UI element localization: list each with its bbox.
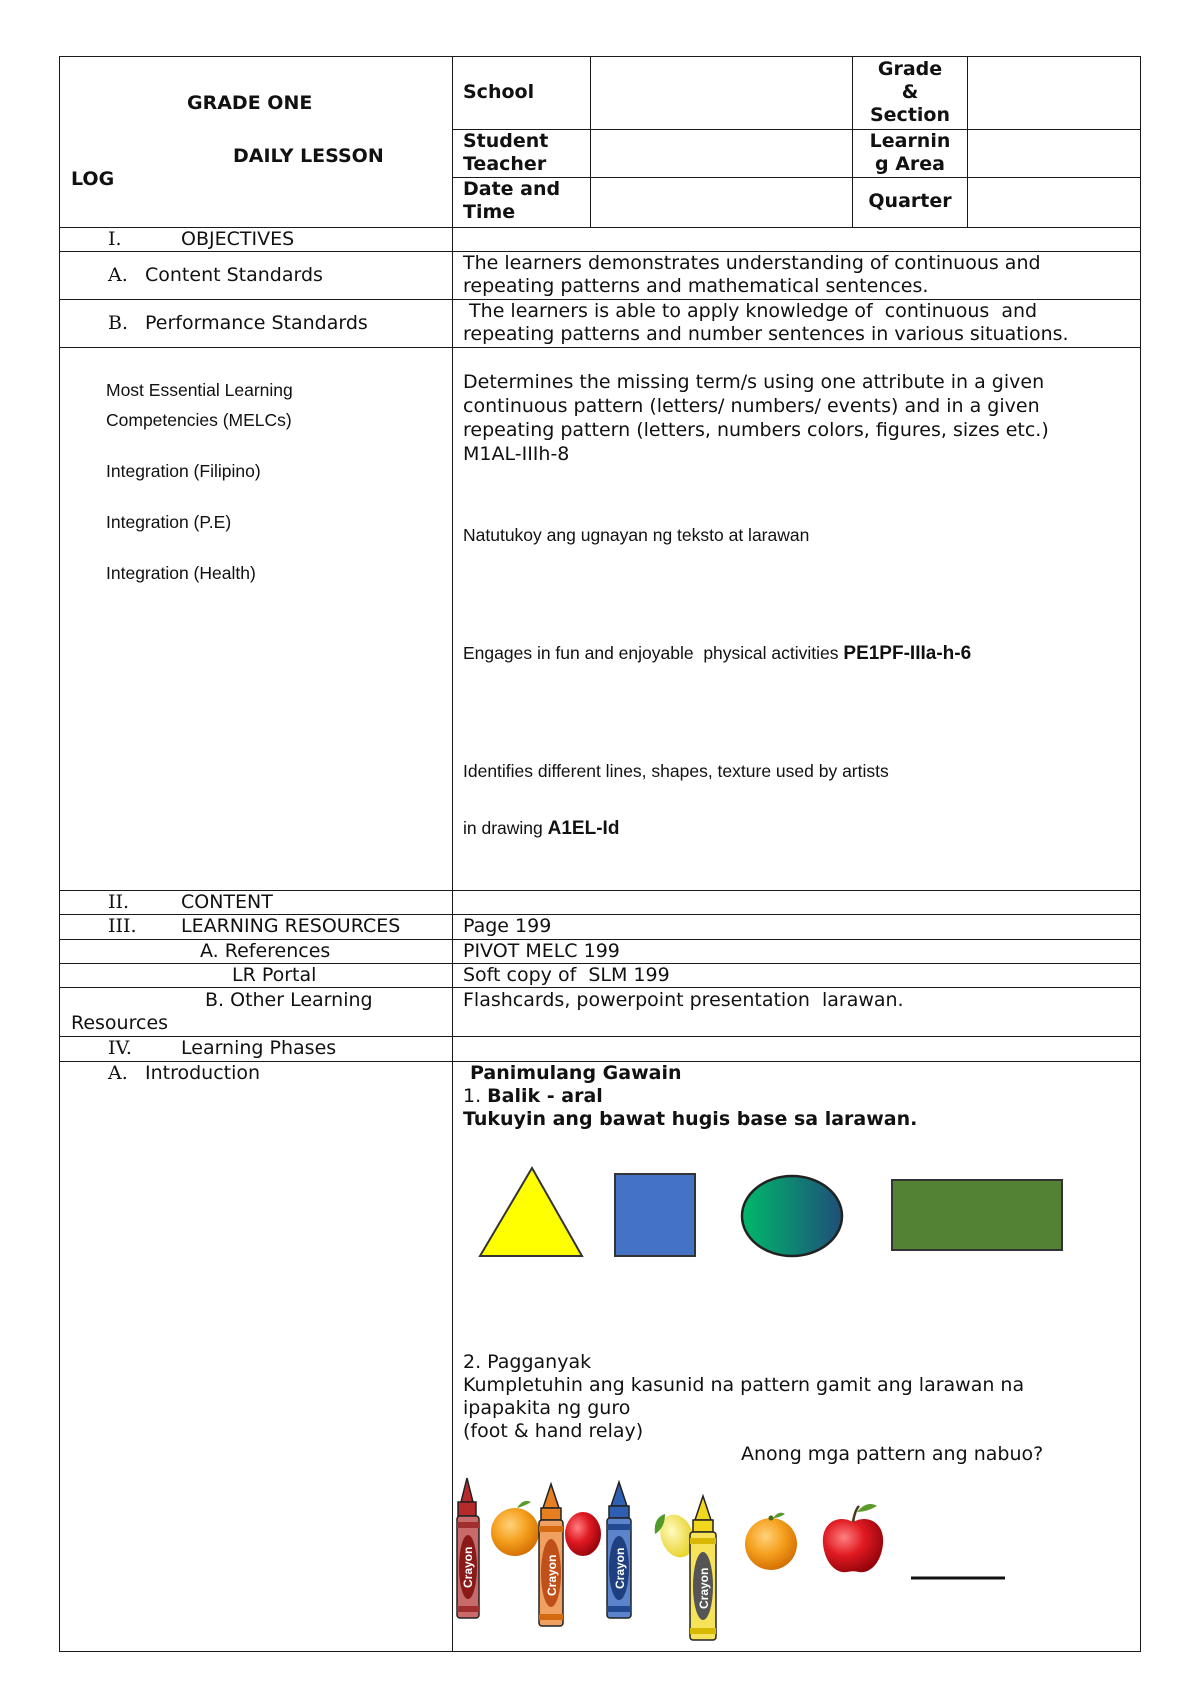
crayon-orange-icon xyxy=(539,1484,563,1626)
grade-section-label-3: Section xyxy=(869,104,950,126)
crayon-label: Crayon xyxy=(461,1546,475,1588)
table-border-top xyxy=(59,56,1141,57)
melc-code: M1AL-IIIh-8 xyxy=(463,443,570,465)
pagganyak-line-1: Kumpletuhin ang kasunid na pattern gamit ang larawan na xyxy=(463,1374,1025,1396)
rectangle-shape xyxy=(892,1180,1062,1250)
content-standards-letter: A. xyxy=(108,264,128,286)
table-border-right xyxy=(1140,56,1141,1651)
balik-aral-title: Balik - aral xyxy=(487,1085,603,1107)
title-log: LOG xyxy=(71,168,115,190)
integration-filipino-label: Integration (Filipino) xyxy=(106,461,261,481)
melc-text-3: repeating pattern (letters, numbers colors, figures, sizes etc.) xyxy=(463,419,1049,441)
shapes-illustration xyxy=(470,1160,1090,1270)
performance-standards-label: Performance Standards xyxy=(145,312,368,334)
student-teacher-label-2: Teacher xyxy=(463,153,547,175)
student-teacher-field[interactable] xyxy=(591,141,851,164)
crayon-label: Crayon xyxy=(545,1554,559,1596)
learning-area-label-1: Learnin xyxy=(869,130,951,152)
pattern-illustration xyxy=(455,1470,1015,1650)
triangle-shape xyxy=(480,1168,582,1256)
pagganyak-title: 2. Pagganyak xyxy=(463,1351,592,1373)
learning-area-label-2: g Area xyxy=(875,153,945,175)
pagganyak-line-2: ipapakita ng guro xyxy=(463,1397,631,1419)
date-time-field[interactable] xyxy=(591,190,851,213)
quarter-field[interactable] xyxy=(968,190,1138,213)
school-label: School xyxy=(463,81,535,103)
oval-shape xyxy=(742,1176,842,1256)
melcs-label-1: Most Essential Learning xyxy=(106,380,293,400)
performance-standards-text-2: repeating patterns and number sentences in various situations. xyxy=(463,323,1069,345)
student-teacher-label-1: Student xyxy=(463,130,549,152)
orange-icon xyxy=(491,1501,539,1556)
introduction-label: Introduction xyxy=(145,1062,261,1084)
lr-portal-value: Soft copy of SLM 199 xyxy=(463,964,670,986)
phases-numeral: IV. xyxy=(108,1037,132,1059)
apple-icon xyxy=(823,1504,883,1572)
performance-standards-letter: B. xyxy=(108,312,129,334)
content-standards-text-2: repeating patterns and mathematical sentences. xyxy=(463,275,929,297)
school-field[interactable] xyxy=(591,81,851,104)
crayon-label: Crayon xyxy=(697,1567,711,1609)
health-competency-2: in drawing A1EL-Id xyxy=(463,818,620,839)
phases-heading: Learning Phases xyxy=(181,1037,337,1059)
learning-area-field[interactable] xyxy=(968,141,1138,164)
quarter-label: Quarter xyxy=(868,190,952,212)
date-time-label-1: Date and xyxy=(463,178,561,200)
title-grade-one: GRADE ONE xyxy=(187,92,313,114)
column-divider xyxy=(452,56,453,1651)
resources-page: Page 199 xyxy=(463,915,552,937)
filipino-competency: Natutukoy ang ugnayan ng teksto at larawan xyxy=(463,525,810,545)
resources-heading: LEARNING RESOURCES xyxy=(181,915,401,937)
pe-code: PE1PF-IIIa-h-6 xyxy=(843,643,972,664)
references-value: PIVOT MELC 199 xyxy=(463,940,620,962)
references-label: A. References xyxy=(200,940,331,962)
integration-pe-label: Integration (P.E) xyxy=(106,512,232,532)
other-resources-label-2: Resources xyxy=(71,1012,169,1034)
orange-icon xyxy=(745,1513,797,1570)
row-divider xyxy=(59,347,1141,348)
apple-icon xyxy=(565,1512,601,1556)
pagganyak-line-3: (foot & hand relay) xyxy=(463,1420,644,1442)
crayon-label: Crayon xyxy=(613,1547,627,1589)
lr-portal-label: LR Portal xyxy=(232,964,317,986)
resources-numeral: III. xyxy=(108,915,137,937)
date-time-label-2: Time xyxy=(463,201,516,223)
grade-section-label-2: & xyxy=(901,81,919,103)
other-resources-value: Flashcards, powerpoint presentation larawan. xyxy=(463,989,904,1011)
content-heading: CONTENT xyxy=(181,891,273,913)
panimulang-gawain-heading: Panimulang Gawain xyxy=(470,1062,682,1084)
header-divider xyxy=(452,129,1140,130)
objectives-heading: OBJECTIVES xyxy=(181,228,295,250)
crayon-red-icon xyxy=(457,1478,479,1618)
row-divider xyxy=(59,987,1141,988)
performance-standards-text-1: The learners is able to apply knowledge of continuous and xyxy=(463,300,1038,322)
grade-section-label-1: Grade xyxy=(877,58,943,80)
melcs-label-2: Competencies (MELCs) xyxy=(106,410,292,430)
introduction-letter: A. xyxy=(108,1062,128,1084)
table-border-bottom xyxy=(59,1651,1141,1652)
content-standards-text-1: The learners demonstrates understanding of continuous and xyxy=(463,252,1041,274)
content-numeral: II. xyxy=(108,891,130,913)
balik-aral-item: 1. Balik - aral xyxy=(463,1085,603,1107)
content-standards-label: Content Standards xyxy=(145,264,323,286)
melc-text-1: Determines the missing term/s using one attribute in a given xyxy=(463,371,1045,393)
balik-aral-instruction: Tukuyin ang bawat hugis base sa larawan. xyxy=(463,1108,918,1130)
crayon-yellow-icon xyxy=(690,1496,716,1640)
health-competency-1: Identifies different lines, shapes, texture used by artists xyxy=(463,761,889,781)
other-resources-label-1: B. Other Learning xyxy=(205,989,373,1011)
pagganyak-question: Anong mga pattern ang nabuo? xyxy=(741,1443,1044,1465)
health-code: A1EL-Id xyxy=(547,818,620,839)
pe-competency: Engages in fun and enjoyable physical activities PE1PF-IIIa-h-6 xyxy=(463,643,972,664)
integration-health-label: Integration (Health) xyxy=(106,563,256,583)
crayon-blue-icon xyxy=(607,1482,631,1618)
title-daily-lesson: DAILY LESSON xyxy=(233,145,384,167)
table-border-left xyxy=(59,56,60,1651)
melc-text-2: continuous pattern (letters/ numbers/ events) and in a given xyxy=(463,395,1040,417)
objectives-numeral: I. xyxy=(108,228,122,250)
grade-section-field[interactable] xyxy=(968,81,1138,104)
square-shape xyxy=(615,1174,695,1256)
